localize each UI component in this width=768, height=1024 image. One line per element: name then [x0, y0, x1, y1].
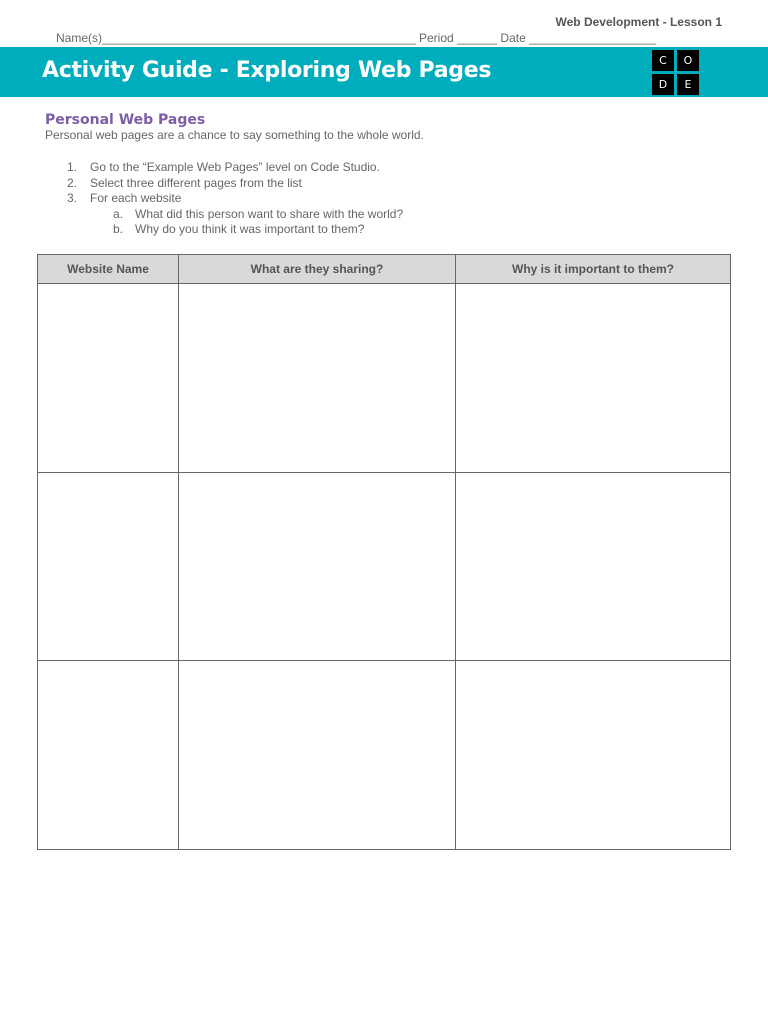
sharing-cell[interactable]	[178, 284, 455, 472]
substep-text: What did this person want to share with the world?	[135, 206, 404, 221]
substep-item	[67, 222, 403, 238]
step-item	[67, 176, 403, 192]
table-row	[38, 660, 730, 849]
instruction-list	[67, 160, 403, 238]
importance-cell[interactable]	[455, 284, 730, 472]
page-title: Activity Guide - Exploring Web Pages	[42, 58, 492, 83]
website-name-cell[interactable]	[38, 284, 178, 472]
section-title: Personal Web Pages	[45, 112, 206, 128]
table-header-row	[38, 255, 730, 283]
logo-letter-d: D	[652, 74, 674, 95]
step-item	[67, 191, 403, 207]
step-text: For each website	[90, 191, 182, 205]
logo-letter-c: C	[652, 50, 674, 71]
step-text: Go to the “Example Web Pages” level on Code Studio.	[90, 160, 380, 174]
importance-cell[interactable]	[455, 473, 730, 661]
substep-text: Why do you think it was important to them?	[135, 222, 365, 236]
step-number: 2.	[67, 175, 78, 190]
step-number: 1.	[67, 160, 78, 174]
table-row	[38, 472, 730, 661]
logo-letter-o: O	[677, 50, 699, 71]
header-website-name: Website Name	[67, 262, 149, 276]
sharing-cell[interactable]	[178, 661, 455, 849]
substep-letter: b.	[113, 222, 124, 236]
section-intro: Personal web pages are a chance to say something to the whole world.	[45, 128, 424, 142]
sharing-cell[interactable]	[178, 473, 455, 661]
code-logo	[652, 50, 700, 96]
substep-item	[67, 207, 403, 223]
website-name-cell[interactable]	[38, 661, 178, 849]
step-item	[67, 160, 403, 176]
importance-cell[interactable]	[455, 661, 730, 849]
title-banner	[0, 47, 768, 97]
response-table	[37, 254, 731, 850]
table-row	[38, 283, 730, 472]
header-what-sharing: What are they sharing?	[178, 255, 455, 283]
substep-letter: a.	[113, 206, 124, 221]
step-text: Select three different pages from the list	[90, 175, 302, 190]
name-period-date-line: Name(s)_______________________________________________ Period ______ Date ___________________	[56, 31, 656, 45]
step-number: 3.	[67, 191, 78, 205]
website-name-cell[interactable]	[38, 473, 178, 661]
lesson-label: Web Development - Lesson 1	[555, 15, 722, 29]
header-why-important: Why is it important to them?	[455, 255, 730, 283]
logo-letter-e: E	[677, 74, 699, 95]
